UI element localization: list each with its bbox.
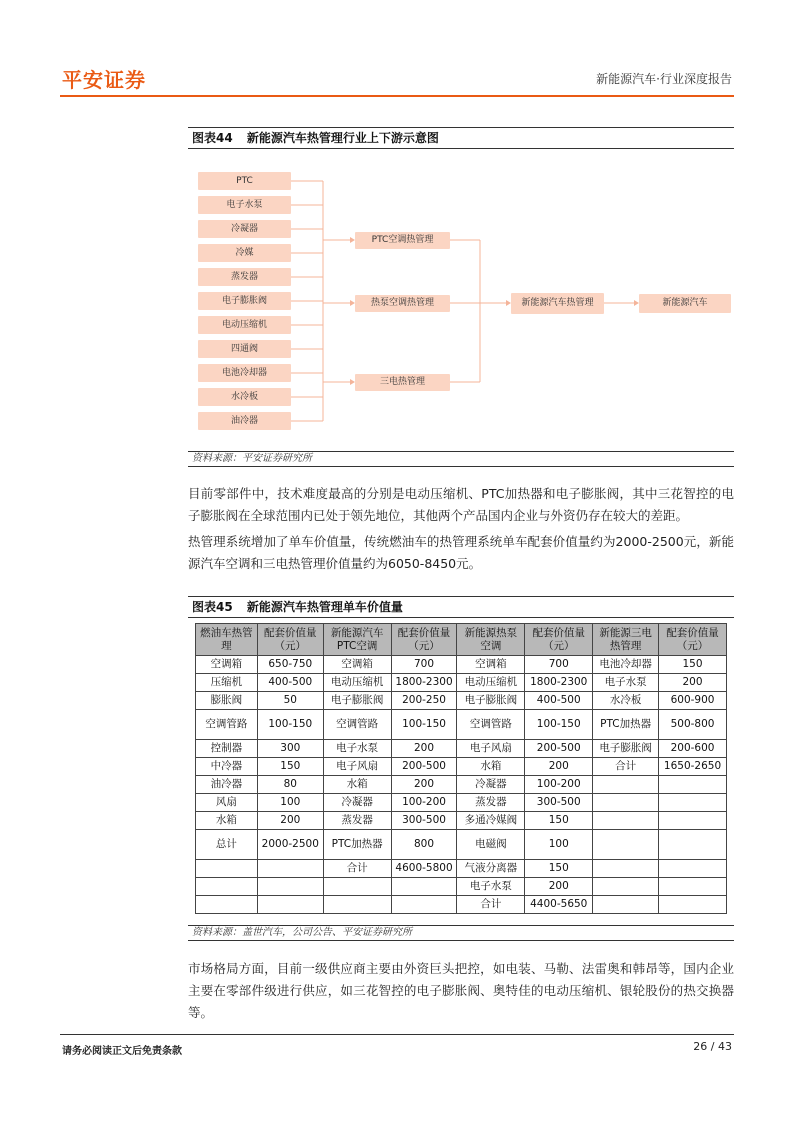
table-cell: 4600-5800 (391, 860, 457, 878)
table-row (196, 674, 727, 692)
table-cell: 气液分离器 (457, 860, 525, 878)
table-cell: 200 (391, 740, 457, 758)
table-cell: 200-250 (391, 692, 457, 710)
table-cell (323, 896, 391, 914)
table-cell: 控制器 (196, 740, 258, 758)
table-cell: 电子膨胀阀 (593, 740, 659, 758)
table-cell: 多通冷媒阀 (457, 812, 525, 830)
table-cell: 500-800 (659, 710, 727, 740)
column-header: 配套价值量（元） (659, 624, 727, 656)
table-cell (593, 860, 659, 878)
table-cell: 压缩机 (196, 674, 258, 692)
table-cell: 150 (659, 656, 727, 674)
table-cell: 电子水泵 (457, 878, 525, 896)
table-cell: 1800-2300 (525, 674, 593, 692)
table-cell (257, 878, 323, 896)
table-cell: 150 (257, 758, 323, 776)
table-header-row (196, 624, 727, 656)
table-cell: 650-750 (257, 656, 323, 674)
table-cell: 电磁阀 (457, 830, 525, 860)
industry-box: 新能源汽车热管理 (511, 293, 604, 314)
table-cell: 合计 (457, 896, 525, 914)
table-row (196, 812, 727, 830)
figure44-source: 资料来源：平安证券研究所 (188, 451, 734, 467)
table-cell: 400-500 (525, 692, 593, 710)
component-box: 电动压缩机 (198, 316, 291, 334)
column-header: 燃油车热管理 (196, 624, 258, 656)
table-cell: 电子水泵 (593, 674, 659, 692)
table-cell: 200 (391, 776, 457, 794)
table-cell: 150 (525, 812, 593, 830)
table-cell: 2000-2500 (257, 830, 323, 860)
column-header: 配套价值量（元） (257, 624, 323, 656)
table-cell: 电子风扇 (323, 758, 391, 776)
table-cell: 空调箱 (196, 656, 258, 674)
table-cell (196, 878, 258, 896)
table-cell: 100 (525, 830, 593, 860)
table-cell (659, 794, 727, 812)
table-cell (659, 878, 727, 896)
table-cell: 水冷板 (593, 692, 659, 710)
table-cell: 1800-2300 (391, 674, 457, 692)
component-box: 电子水泵 (198, 196, 291, 214)
table-cell (196, 896, 258, 914)
table-cell (659, 830, 727, 860)
table-cell (323, 878, 391, 896)
table-cell (593, 794, 659, 812)
component-box: 冷媒 (198, 244, 291, 262)
table-row (196, 794, 727, 812)
figure45-caption: 新能源汽车热管理单车价值量 (246, 600, 403, 614)
subsystem-box: PTC空调热管理 (355, 232, 450, 249)
figure45-source: 资料来源：盖世汽车，公司公告、平安证券研究所 (188, 925, 734, 941)
table-cell: 200 (525, 758, 593, 776)
table-cell (593, 776, 659, 794)
table-cell (257, 860, 323, 878)
component-box: 四通阀 (198, 340, 291, 358)
table-cell: 200 (257, 812, 323, 830)
table-cell: 水箱 (196, 812, 258, 830)
table-cell: 200-500 (391, 758, 457, 776)
table-cell: 油冷器 (196, 776, 258, 794)
table-cell: PTC加热器 (323, 830, 391, 860)
table-cell: 电子风扇 (457, 740, 525, 758)
table-cell: 膨胀阀 (196, 692, 258, 710)
table-cell: 200 (525, 878, 593, 896)
component-box: 水冷板 (198, 388, 291, 406)
table-row (196, 758, 727, 776)
table-cell: 空调管路 (196, 710, 258, 740)
table-cell: 空调管路 (323, 710, 391, 740)
table-cell: 冷凝器 (457, 776, 525, 794)
table-cell (659, 860, 727, 878)
table-cell: 风扇 (196, 794, 258, 812)
table-cell (593, 830, 659, 860)
body-paragraph: 热管理系统增加了单车价值量，传统燃油车的热管理系统单车配套价值量约为2000-2500元，新能源汽车空调和三电热管理价值量约为6050-8450元。 (188, 534, 734, 571)
table-cell (593, 812, 659, 830)
column-header: 配套价值量（元） (391, 624, 457, 656)
table-cell: 300 (257, 740, 323, 758)
figure45-number: 图表45 (192, 600, 233, 614)
table-cell: 蒸发器 (323, 812, 391, 830)
figure45-title (188, 596, 734, 618)
brand-logo: 平安证券 (62, 68, 146, 92)
table-cell: 电池冷却器 (593, 656, 659, 674)
table-cell: 50 (257, 692, 323, 710)
footer-divider (60, 1034, 734, 1035)
table-cell (659, 812, 727, 830)
table-cell: 空调箱 (323, 656, 391, 674)
table-cell: 800 (391, 830, 457, 860)
table-cell: 400-500 (257, 674, 323, 692)
table-cell: PTC加热器 (593, 710, 659, 740)
table-cell: 水箱 (323, 776, 391, 794)
table-cell: 电子膨胀阀 (323, 692, 391, 710)
table-cell (391, 896, 457, 914)
table-cell: 100-150 (525, 710, 593, 740)
table-cell: 电动压缩机 (457, 674, 525, 692)
table-cell: 100-200 (391, 794, 457, 812)
component-box: 冷凝器 (198, 220, 291, 238)
table-cell: 300-500 (525, 794, 593, 812)
column-header: 新能源三电热管理 (593, 624, 659, 656)
table-cell (593, 878, 659, 896)
subsystem-box: 三电热管理 (355, 374, 450, 391)
figure44-number: 图表44 (192, 131, 233, 145)
table-cell: 空调箱 (457, 656, 525, 674)
table-cell: 80 (257, 776, 323, 794)
table-row (196, 740, 727, 758)
value-table (195, 623, 727, 914)
table-row (196, 830, 727, 860)
table-cell: 合计 (593, 758, 659, 776)
table-body (196, 656, 727, 914)
table-cell: 600-900 (659, 692, 727, 710)
table-cell: 700 (391, 656, 457, 674)
body-paragraph: 目前零部件中，技术难度最高的分别是电动压缩机、PTC加热器和电子膨胀阀，其中三花智控的电子膨胀阀在全球范围内已处于领先地位，其他两个产品国内企业与外资仍存在较大的差距。 (188, 486, 734, 523)
table-cell: 冷凝器 (323, 794, 391, 812)
table-cell: 150 (525, 860, 593, 878)
table-row (196, 656, 727, 674)
table-cell: 电子水泵 (323, 740, 391, 758)
table-cell: 合计 (323, 860, 391, 878)
table-cell (593, 896, 659, 914)
figure44-caption: 新能源汽车热管理行业上下游示意图 (246, 131, 439, 145)
subsystem-box: 热泵空调热管理 (355, 295, 450, 312)
table-cell: 200-600 (659, 740, 727, 758)
table-cell: 1650-2650 (659, 758, 727, 776)
report-title: 新能源汽车·行业深度报告 (596, 72, 732, 86)
figure44-title (188, 127, 734, 149)
end-product-box: 新能源汽车 (639, 294, 731, 313)
component-box: 蒸发器 (198, 268, 291, 286)
table-cell: 空调管路 (457, 710, 525, 740)
table-cell: 700 (525, 656, 593, 674)
table-cell (659, 776, 727, 794)
table-cell: 总计 (196, 830, 258, 860)
column-header: 新能源热泵空调 (457, 624, 525, 656)
table-cell (257, 896, 323, 914)
table-cell: 300-500 (391, 812, 457, 830)
table-cell (196, 860, 258, 878)
table-row (196, 692, 727, 710)
table-cell (391, 878, 457, 896)
table-cell: 100 (257, 794, 323, 812)
table-cell: 电子膨胀阀 (457, 692, 525, 710)
component-box: 油冷器 (198, 412, 291, 430)
table-cell: 100-150 (391, 710, 457, 740)
table-cell (659, 896, 727, 914)
table-row (196, 878, 727, 896)
table-cell: 200-500 (525, 740, 593, 758)
table-cell: 中冷器 (196, 758, 258, 776)
table-cell: 100-200 (525, 776, 593, 794)
header-divider (60, 95, 734, 97)
body-paragraph: 市场格局方面，目前一级供应商主要由外资巨头把控，如电装、马勒、法雷奥和韩昂等，国内企业主要在零部件级进行供应，如三花智控的电子膨胀阀、奥特佳的电动压缩机、银轮股份的热交换器等。 (188, 961, 734, 1020)
column-header: 配套价值量（元） (525, 624, 593, 656)
table-cell: 电动压缩机 (323, 674, 391, 692)
column-header: 新能源汽车PTC空调 (323, 624, 391, 656)
component-box: 电池冷却器 (198, 364, 291, 382)
table-row (196, 776, 727, 794)
table-row (196, 710, 727, 740)
supply-chain-diagram (188, 160, 734, 450)
table-cell: 4400-5650 (525, 896, 593, 914)
component-box: PTC (198, 172, 291, 190)
table-cell: 100-150 (257, 710, 323, 740)
table-cell: 蒸发器 (457, 794, 525, 812)
table-cell: 200 (659, 674, 727, 692)
disclaimer-note: 请务必阅读正文后免责条款 (62, 1046, 182, 1057)
component-box: 电子膨胀阀 (198, 292, 291, 310)
table-cell: 水箱 (457, 758, 525, 776)
page-number: 26 / 43 (693, 1040, 732, 1053)
table-row (196, 896, 727, 914)
table-row (196, 860, 727, 878)
